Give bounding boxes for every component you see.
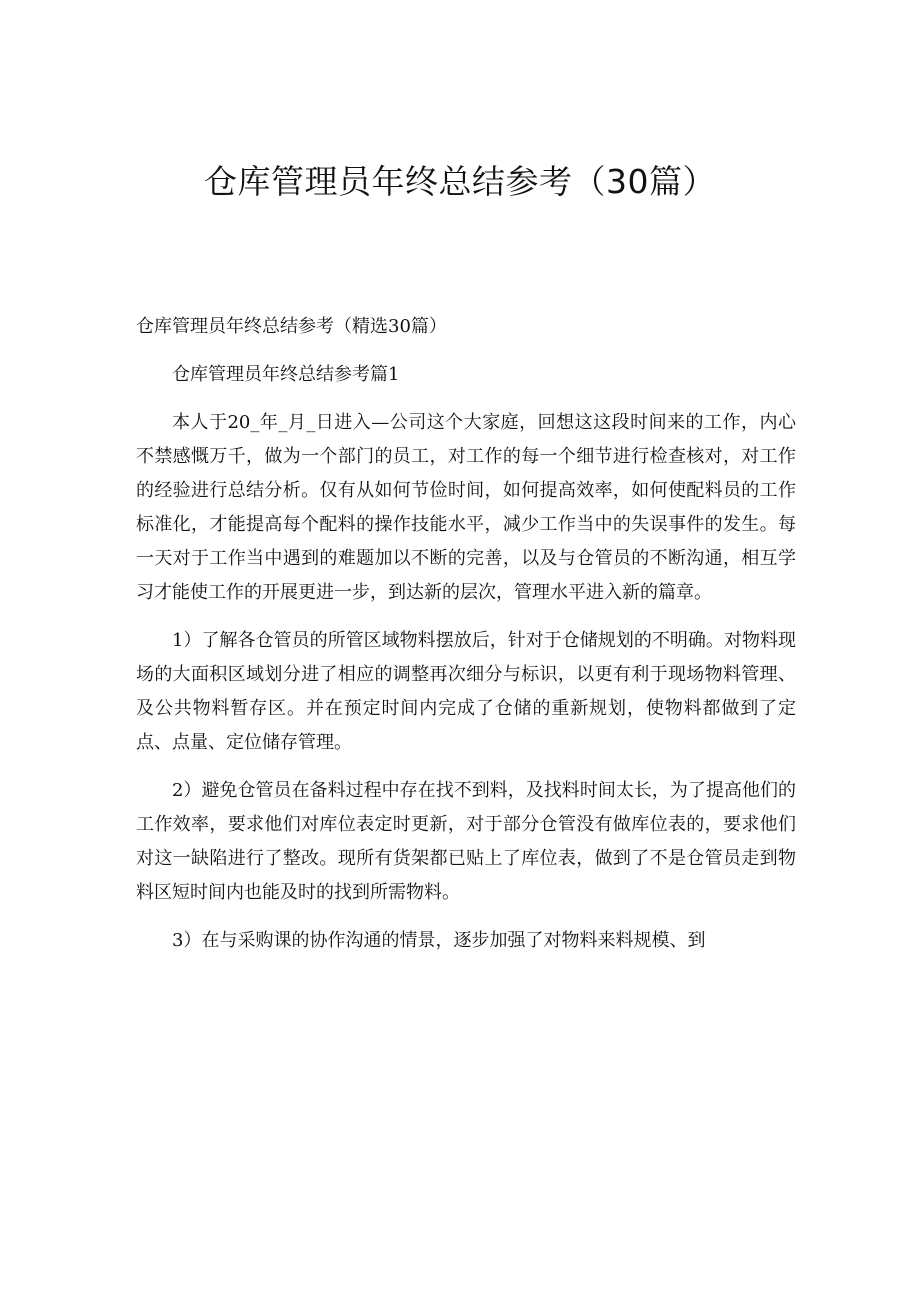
document-subtitle: 仓库管理员年终总结参考（精选30篇） — [136, 316, 447, 337]
document-body — [136, 310, 796, 972]
body-paragraph: 1）了解各仓管员的所管区域物料摆放后，针对于仓储规划的不明确。对物料现场的大面积区域划分进了相应的调整再次细分与标识，以更有利于现场物料管理、及公共物料暂存区。并在预定时间内完成了仓储的重新规划，使物料都做到了定点、点量、定位储存管理。 — [136, 630, 796, 753]
document-title: 仓库管理员年终总结参考（30篇） — [204, 162, 716, 201]
body-paragraph: 3）在与采购课的协作沟通的情景，逐步加强了对物料来料规模、到 — [172, 930, 706, 951]
section-heading: 仓库管理员年终总结参考篇1 — [172, 364, 400, 385]
body-paragraph: 2）避免仓管员在备料过程中存在找不到料，及找料时间太长，为了提高他们的工作效率，要求他们对库位表定时更新，对于部分仓管没有做库位表的，要求他们对这一缺陷进行了整改。现所有货架都已贴上了库位表，做到了不是仓管员走到物料区短时间内也能及时的找到所需物料。 — [136, 780, 796, 903]
body-paragraph: 本人于20_年_月_日进入—公司这个大家庭，回想这这段时间来的工作，内心不禁感慨万千，做为一个部门的员工，对工作的每一个细节进行检查核对，对工作的经验进行总结分析。仅有从如何节俭时间，如何提高效率，如何使配料员的工作标准化，才能提高每个配料的操作技能水平，减少工作当中的失误事件的发生。每一天对于工作当中遇到的难题加以不断的完善，以及与仓管员的不断沟通，相互学习才能使工作的开展更进一步，到达新的层次，管理水平进入新的篇章。 — [136, 412, 796, 603]
